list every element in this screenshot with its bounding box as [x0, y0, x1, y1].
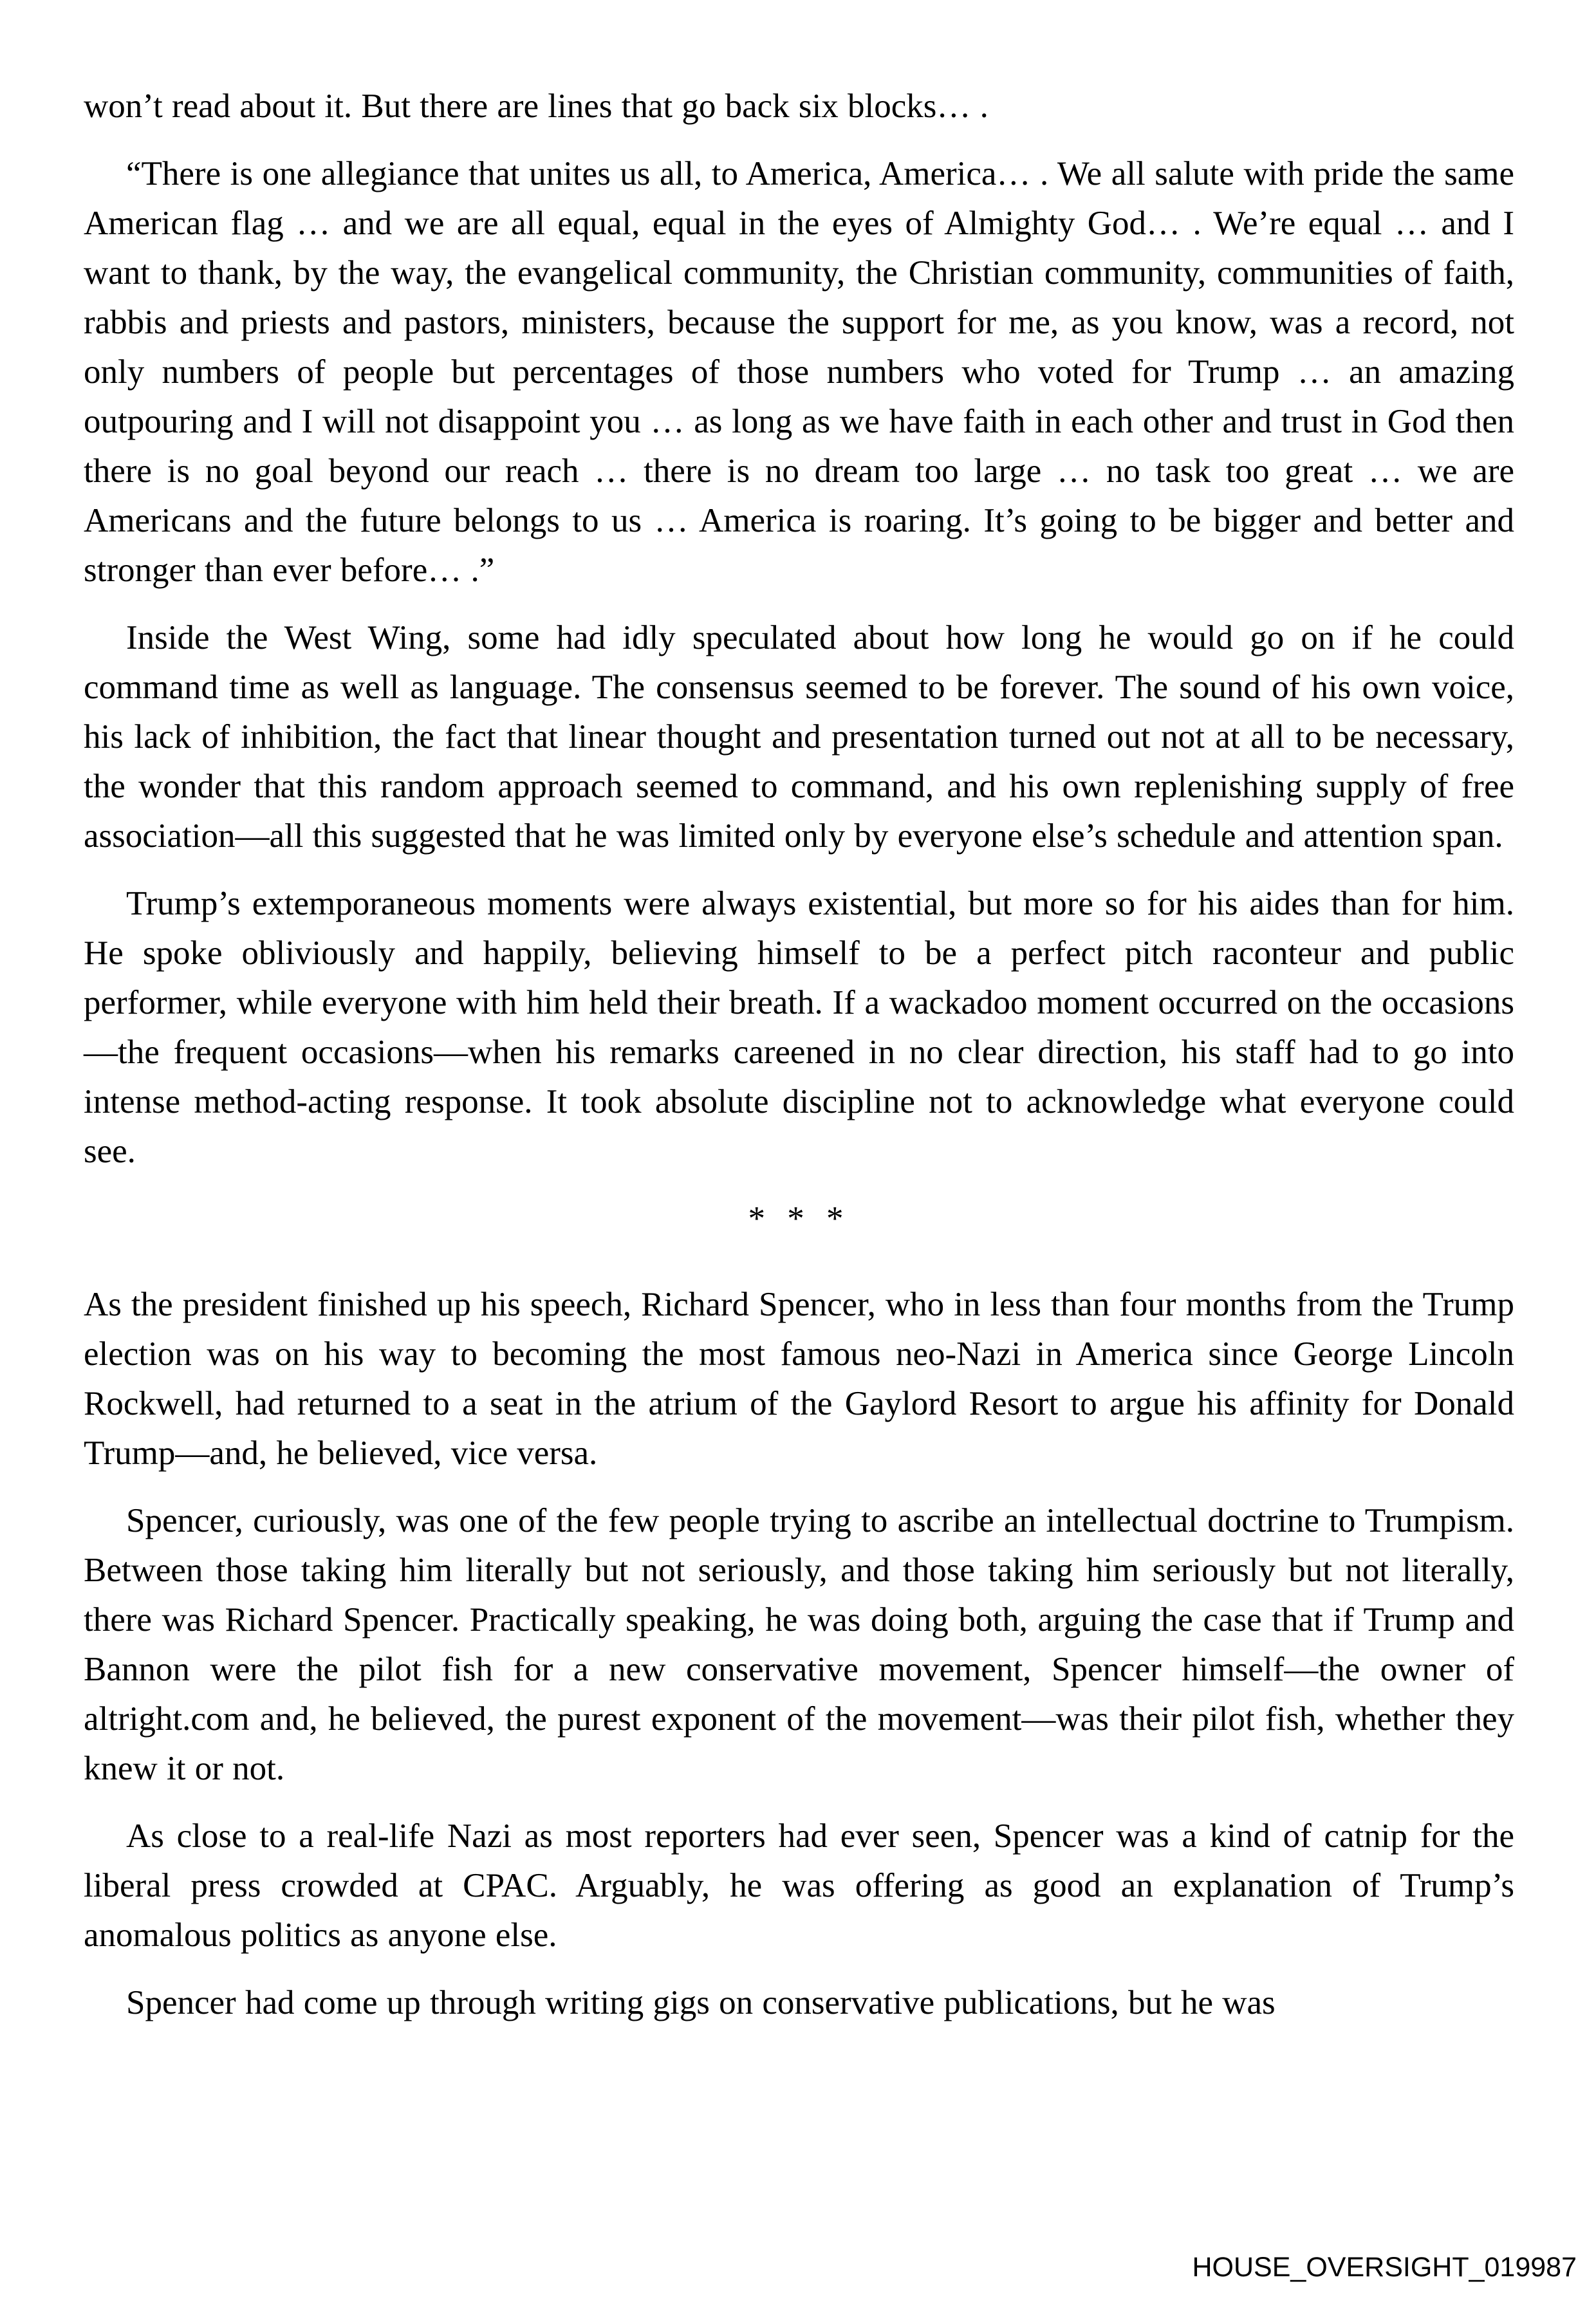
paragraph: won’t read about it. But there are lines that go back six blocks… . — [84, 88, 988, 125]
paragraph: Trump’s extemporaneous moments were always existential, but more so for his aides than for him. He spoke obliviously and happily, believing himself to be a perfect pitch raconteur and public performer, while everyone with him held their breath. If a wackadoo moment occurred on the occasions—the frequent occasions—when his remarks careened in no clear direction, his staff had to go into intense method-acting response. It took absolute discipline not to acknowledge what everyone could see. — [84, 885, 1514, 1170]
paragraph: Spencer had come up through writing gigs on conservative publications, but he was — [126, 1984, 1276, 2021]
paragraph: Spencer, curiously, was one of the few people trying to ascribe an intellectual doctrine to Trumpism. Between those taking him literally but not seriously, and those taking him seriously but not literally, there was Richard Spencer. Practically speaking, he was doing both, arguing the case that if Trump and Bannon were the pilot fish for a new conservative movement, Spencer himself—the owner of altright.com and, he believed, the purest exponent of the movement—was their pilot fish, whether they knew it or not. — [84, 1502, 1514, 1787]
document-page — [84, 82, 1514, 2028]
paragraph: As the president finished up his speech, Richard Spencer, who in less than four months from the Trump election was on his way to becoming the most famous neo-Nazi in America since George Lincoln Rockwell, had returned to a seat in the atrium of the Gaylord Resort to argue his affinity for Donald Trump—and, he believed, vice versa. — [84, 1286, 1514, 1472]
paragraph: “There is one allegiance that unites us all, to America, America… . We all salute with pride the same American flag … and we are all equal, equal in the eyes of Almighty God… . We’re equal … and I want to thank, by the way, the evangelical community, the Christian community, communities of faith, rabbis and priests and pastors, ministers, because the support for me, as you know, was a record, not only numbers of people but percentages of those numbers who voted for Trump … an amazing outpouring and I will not disappoint you … as long as we have faith in each other and trust in God then there is no goal beyond our reach … there is no dream too large … no task too great … we are Americans and the future belongs to us … America is roaring. It’s going to be bigger and better and stronger than ever before… .” — [84, 155, 1514, 589]
bates-number: HOUSE_OVERSIGHT_019987 — [1192, 2251, 1577, 2283]
section-break: * * * — [748, 1200, 850, 1238]
paragraph: Inside the West Wing, some had idly speculated about how long he would go on if he could command time as well as language. The consensus seemed to be forever. The sound of his own voice, his lack of inhibition, the fact that linear thought and presentation turned out not at all to be necessary, the wonder that this random approach seemed to command, and his own replenishing supply of free association—all this suggested that he was limited only by everyone else’s schedule and attention span. — [84, 619, 1514, 855]
paragraph: As close to a real-life Nazi as most reporters had ever seen, Spencer was a kind of catnip for the liberal press crowded at CPAC. Arguably, he was offering as good an explanation of Trump’s anomalous politics as anyone else. — [84, 1817, 1514, 1954]
